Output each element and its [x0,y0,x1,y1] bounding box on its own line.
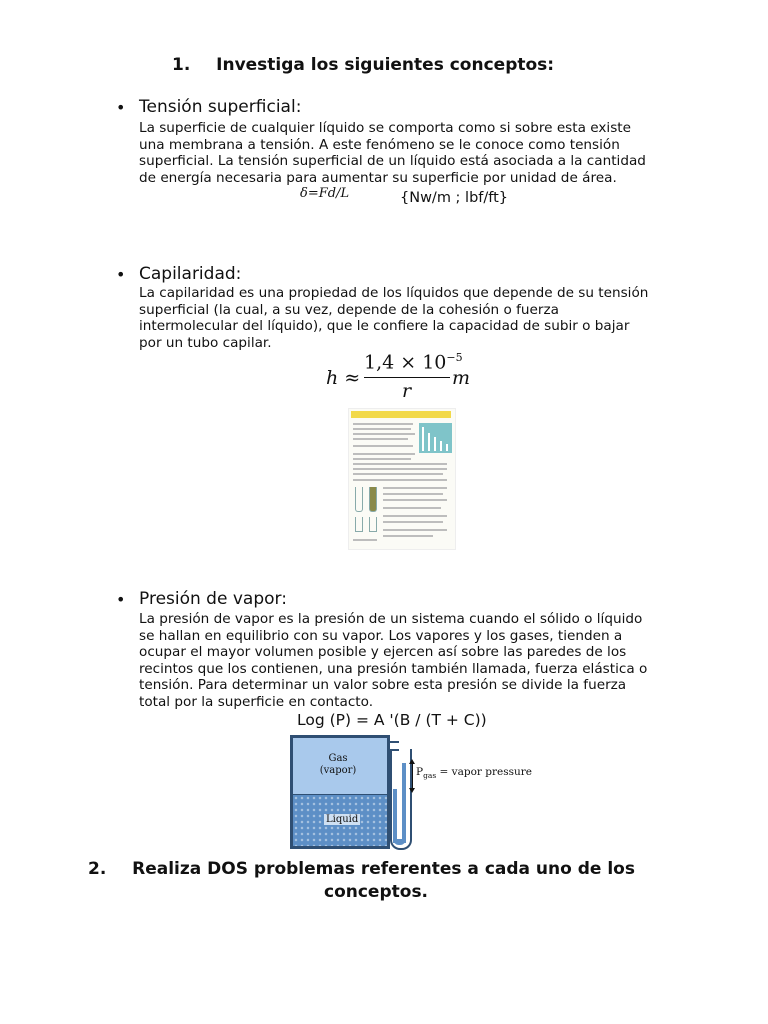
gas-label-line: (vapor) [319,765,357,776]
bullet-icon: • [116,98,126,117]
thumb-tube [355,487,363,512]
capilaridad-title [139,264,241,284]
presion-title [139,589,287,609]
thumb-header-bar [351,411,451,418]
thumb-tube [355,517,363,532]
tension-line: de energía necesaria para aumentar su superficie por unidad de área. [139,169,617,186]
tension-line: una membrana a tensión. A este fenómeno se le conoce como tensión [139,136,620,153]
formula-lhs: h ≈ [326,367,361,389]
capilaridad-line: intermolecular del líquido), que le confiere la capacidad de subir o bajar [139,318,630,335]
tension-line: superficial. La tensión superficial de un líquido está asociada a la cantidad [139,153,646,170]
capilaridad-line: superficial (la cual, a su vez, depende de la cohesión o fuerza [139,301,559,318]
section-2-heading [88,859,635,879]
liquid-label: Liquid [326,814,359,825]
presion-line: recintos que los contienen, una presión también llamada, fuerza elástica o [139,660,648,677]
formula-denominator: r [402,380,412,402]
presion-title-colon: : [281,589,287,609]
presion-line: se hallan en equilibrio con su vapor. Los vapores y los gases, tienden a [139,627,623,644]
formula-exponent: −5 [446,351,463,364]
capilaridad-document-image [348,408,456,550]
presion-line: tensión. Para determinar un valor sobre esta presión se divide la fuerza [139,677,627,694]
section-2-number: 2. [88,859,107,879]
thumb-tube [369,487,377,512]
manometer-fluid-left [393,789,397,843]
gas-label [314,753,362,777]
manometer-fluid-right [402,763,406,843]
section-1-heading [172,55,554,75]
bullet-icon: • [116,265,126,284]
capilaridad-line: por un tubo capilar. [139,334,272,351]
tension-title-colon: : [295,97,302,117]
presion-paragraph [139,611,709,711]
arrow-up-icon [409,759,415,764]
presion-line: ocupar el mayor volumen posible y ejercen así sobre las paredes de los [139,644,627,661]
tension-paragraph [139,120,699,186]
section-1-number: 1. [172,55,191,75]
thumb-tube [369,517,377,532]
pressure-label-sub: gas [423,771,437,781]
formula-numerator [364,351,463,373]
tension-units: {Nw/m ; lbf/ft} [400,190,509,206]
tension-title-text: Tensión superficial [139,97,296,117]
formula-numerator-text: 1,4 × 10 [364,351,447,374]
formula-unit: m [452,367,471,389]
capilaridad-title-text: Capilaridad [139,264,236,284]
capilaridad-title-colon: : [235,264,242,284]
presion-formula: Log (P) = A '(B / (T + C)) [297,711,487,729]
capilaridad-formula [326,351,476,401]
presion-title-text: Presión de vapor [139,589,282,609]
tension-formula: δ=Fd/L [300,186,350,201]
gas-label-line: Gas [328,753,348,764]
formula-fraction-bar [364,377,450,378]
tension-line: La superficie de cualquier líquido se comporta como si sobre esta existe [139,120,631,136]
section-2-line-1: Realiza DOS problemas referentes a cada uno de los [132,859,635,879]
thumb-chart [419,423,452,453]
presion-line: La presión de vapor es la presión de un sistema cuando el sólido o líquido [139,611,643,627]
presion-line: total por la superficie en contacto. [139,693,374,710]
capilaridad-paragraph [139,285,699,351]
tension-title [139,97,301,117]
pressure-arrow [412,763,413,789]
pressure-label-p: P [416,766,424,778]
pressure-label [416,766,532,780]
pressure-label-text: = vapor pressure [439,766,533,778]
vapor-pressure-diagram [290,735,533,851]
bullet-icon: • [116,590,126,609]
section-1-title: Investiga los siguientes conceptos: [216,55,555,75]
arrow-down-icon [409,788,415,793]
section-2-line-2: conceptos. [324,882,429,902]
capilaridad-line: La capilaridad es una propiedad de los líquidos que depende de su tensión [139,285,649,301]
